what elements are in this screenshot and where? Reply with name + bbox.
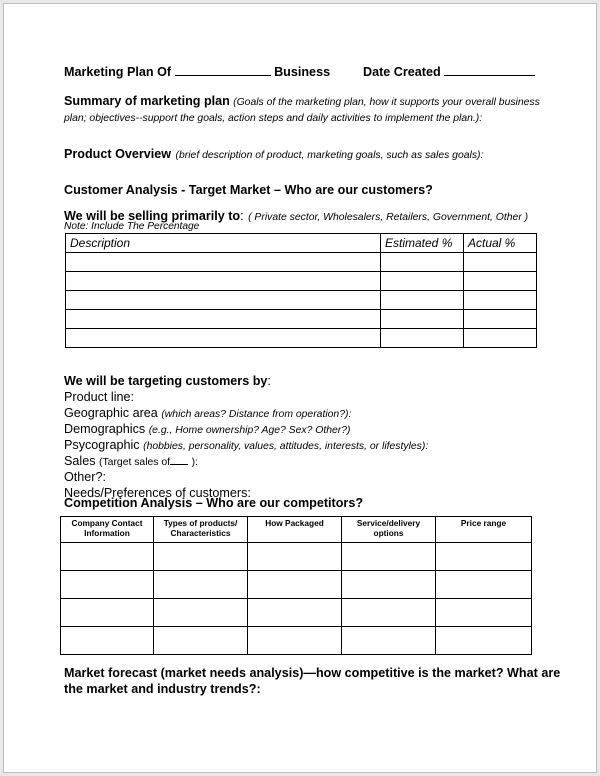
description-cell[interactable]	[66, 329, 381, 348]
table-cell[interactable]	[342, 571, 436, 599]
table-cell[interactable]	[248, 571, 342, 599]
targeting-section	[64, 373, 428, 501]
date-created-blank[interactable]	[444, 75, 535, 76]
table-cell[interactable]	[154, 571, 248, 599]
description-cell[interactable]	[66, 291, 381, 310]
table-cell[interactable]	[436, 543, 532, 571]
customer-table	[65, 233, 537, 348]
header-line	[64, 65, 330, 79]
business-label: Business	[274, 65, 331, 79]
needs-label: Needs/Preferences of customers:	[64, 486, 251, 500]
product-overview-note: (brief description of product, marketing goals, such as sales goals):	[175, 150, 484, 161]
table-cell[interactable]	[248, 627, 342, 655]
product-overview-title: Product Overview	[64, 147, 172, 161]
product-overview-section	[64, 145, 483, 163]
date-created-label: Date Created	[363, 65, 441, 79]
geographic-label: Geographic area	[64, 406, 158, 420]
table-row	[61, 571, 532, 599]
table-row	[61, 627, 532, 655]
table-row	[61, 599, 532, 627]
actual-cell[interactable]	[464, 310, 537, 329]
table-cell[interactable]	[61, 571, 154, 599]
table-row	[66, 291, 537, 310]
table-cell[interactable]	[436, 599, 532, 627]
selling-colon: :	[240, 209, 244, 223]
estimated-cell[interactable]	[381, 253, 464, 272]
table-cell[interactable]	[436, 571, 532, 599]
selling-options: ( Private sector, Wholesalers, Retailers, Government, Other )	[248, 212, 529, 223]
table-cell[interactable]	[342, 627, 436, 655]
target-sales-blank[interactable]	[170, 464, 188, 465]
competition-title: Competition Analysis – Who are our competitors?	[64, 496, 364, 510]
demographics-label: Demographics	[64, 422, 146, 436]
demographics-note: (e.g., Home ownership? Age? Sex? Other?)	[148, 425, 351, 436]
table-row	[66, 272, 537, 291]
forecast-section	[64, 665, 560, 697]
actual-cell[interactable]	[464, 253, 537, 272]
selling-label: We will be selling primarily to	[64, 209, 241, 223]
description-cell[interactable]	[66, 272, 381, 291]
summary-section	[64, 94, 540, 126]
estimated-cell[interactable]	[381, 310, 464, 329]
psycographic-note: (hobbies, personality, values, attitudes, interests, or lifestyles):	[143, 441, 429, 452]
marketing-plan-of-label: Marketing Plan Of	[64, 65, 172, 79]
product-line-label: Product line:	[64, 390, 135, 404]
other-label: Other?:	[64, 470, 106, 484]
table-row	[66, 329, 537, 348]
table-cell[interactable]	[61, 599, 154, 627]
header-how-packaged: How Packaged	[248, 517, 342, 543]
targeting-title-line	[64, 373, 428, 389]
table-cell[interactable]	[342, 543, 436, 571]
competition-table	[60, 516, 532, 655]
table-row	[66, 253, 537, 272]
percentage-note: Note: Include The Percentage	[64, 221, 200, 232]
summary-note-line2: plan; objectives--support the goals, action steps and daily activities to implement the plan.):	[64, 113, 483, 124]
customer-table-header-row	[66, 234, 537, 253]
estimated-cell[interactable]	[381, 272, 464, 291]
targeting-title: We will be targeting customers by	[64, 374, 268, 388]
forecast-line1: Market forecast (market needs analysis)—how competitive is the market? What are	[64, 666, 561, 680]
business-name-blank[interactable]	[175, 75, 271, 76]
header-actual-percent: Actual %	[464, 234, 537, 253]
description-cell[interactable]	[66, 310, 381, 329]
summary-note-line1: (Goals of the marketing plan, how it supports your overall business	[233, 97, 540, 108]
demographics-line	[64, 421, 428, 437]
geographic-note: (which areas? Distance from operation?):	[161, 409, 352, 420]
psycographic-label: Psycographic	[64, 438, 140, 452]
table-cell[interactable]	[61, 543, 154, 571]
header-description: Description	[66, 234, 381, 253]
sales-line	[64, 453, 428, 469]
targeting-colon: :	[267, 374, 271, 388]
actual-cell[interactable]	[464, 329, 537, 348]
table-cell[interactable]	[436, 627, 532, 655]
table-cell[interactable]	[154, 599, 248, 627]
header-types-of-products: Types of products/ Characteristics	[154, 517, 248, 543]
summary-title: Summary of marketing plan	[64, 94, 230, 108]
table-cell[interactable]	[248, 599, 342, 627]
customer-analysis-title: Customer Analysis - Target Market – Who are our customers?	[64, 183, 433, 197]
header-service-delivery: Service/delivery options	[342, 517, 436, 543]
table-cell[interactable]	[342, 599, 436, 627]
estimated-cell[interactable]	[381, 291, 464, 310]
estimated-cell[interactable]	[381, 329, 464, 348]
description-cell[interactable]	[66, 253, 381, 272]
psycographic-line	[64, 437, 428, 453]
table-row	[61, 543, 532, 571]
competition-table-header-row	[61, 517, 532, 543]
document-page	[3, 3, 597, 773]
actual-cell[interactable]	[464, 272, 537, 291]
table-cell[interactable]	[154, 543, 248, 571]
sales-label: Sales	[64, 454, 96, 468]
forecast-line2: the market and industry trends?:	[64, 682, 261, 696]
table-cell[interactable]	[61, 627, 154, 655]
table-cell[interactable]	[248, 543, 342, 571]
header-price-range: Price range	[436, 517, 532, 543]
geographic-line	[64, 405, 428, 421]
sales-note-close: ):	[191, 457, 198, 468]
actual-cell[interactable]	[464, 291, 537, 310]
table-cell[interactable]	[154, 627, 248, 655]
sales-note-open: (Target sales of	[99, 457, 171, 468]
table-row	[66, 310, 537, 329]
header-company-contact: Company Contact Information	[61, 517, 154, 543]
header-estimated-percent: Estimated %	[381, 234, 464, 253]
date-created-line	[363, 65, 535, 79]
